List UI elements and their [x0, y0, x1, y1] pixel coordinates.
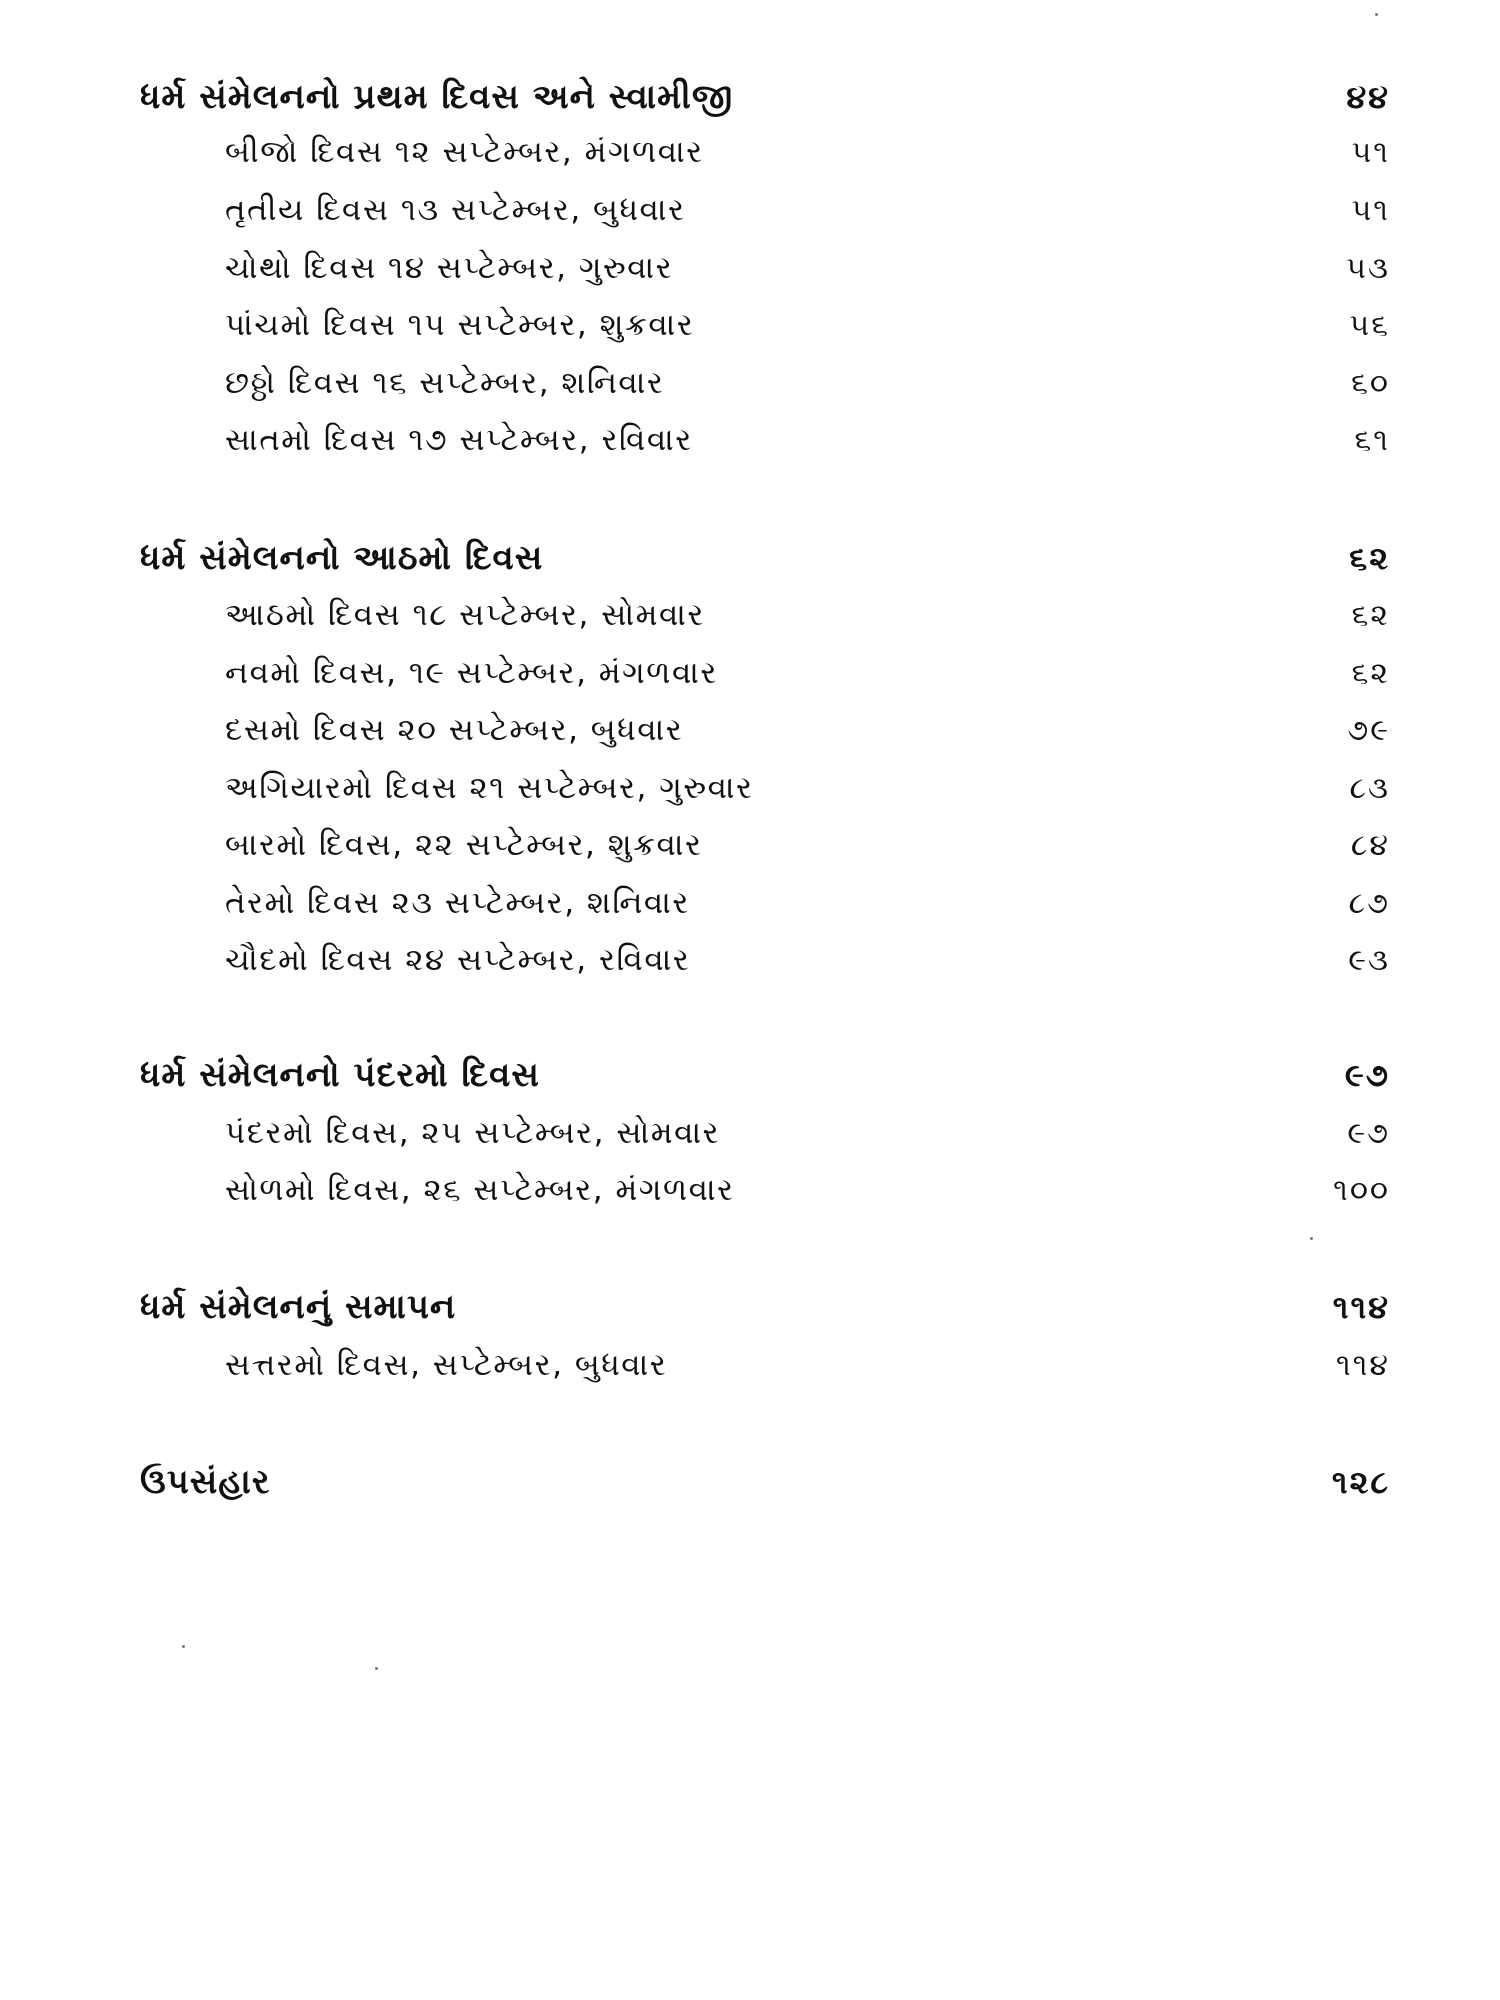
toc-entry-title: બીજો દિવસ ૧૨ સપ્ટેમ્બર, મંગળવાર: [225, 133, 704, 170]
scan-speck: [375, 1667, 378, 1670]
toc-entry: [225, 763, 1390, 813]
toc-heading-title: ધર્મ સંમેલનનો આઠમો દિવસ: [140, 538, 544, 578]
toc-heading-title: ઉપસંહાર: [140, 1462, 271, 1502]
toc-entry-title: દસમો દિવસ ૨૦ સપ્ટેમ્બર, બુધવાર: [225, 711, 684, 748]
toc-heading-page: ૪૪: [1346, 77, 1390, 116]
scan-speck: [1375, 13, 1378, 16]
toc-entry-title: આઠમો દિવસ ૧૮ સપ્ટેમ્બર, સોમવાર: [225, 596, 705, 633]
toc-entry: [225, 300, 1390, 350]
toc-entry-title: બારમો દિવસ, ૨૨ સપ્ટેમ્બર, શુક્રવાર: [225, 826, 703, 863]
toc-entry-page: ૧૦૦: [1333, 1172, 1390, 1208]
toc-entry-page: ૮૪: [1350, 827, 1390, 863]
toc-entry: [225, 705, 1390, 755]
toc-entry: [225, 127, 1390, 177]
toc-entry: [225, 820, 1390, 870]
toc-entry: [225, 1108, 1390, 1158]
toc-entry-title: પાંચમો દિવસ ૧૫ સપ્ટેમ્બર, શુક્રવાર: [225, 306, 695, 343]
toc-entry: [225, 415, 1390, 465]
scan-speck: [1310, 1237, 1313, 1240]
toc-entry-page: ૬૨: [1351, 655, 1390, 691]
toc-entry-page: ૫૬: [1349, 307, 1390, 343]
toc-heading: [140, 1050, 1390, 1100]
toc-heading: [140, 1457, 1390, 1507]
toc-entry-page: ૫૧: [1351, 134, 1390, 170]
scan-speck: [182, 1645, 185, 1648]
toc-heading-page: ૧૨૮: [1331, 1462, 1390, 1501]
toc-entry: [225, 648, 1390, 698]
toc-entry: [225, 185, 1390, 235]
toc-entry-page: ૬૨: [1351, 597, 1390, 633]
toc-entry-page: ૧૧૪: [1336, 1347, 1390, 1383]
toc-heading: [140, 1282, 1390, 1332]
toc-heading-page: ૧૧૪: [1332, 1287, 1390, 1326]
toc-heading-title: ધર્મ સંમેલનનો પ્રથમ દિવસ અને સ્વામીજી: [140, 77, 734, 117]
toc-entry-title: તેરમો દિવસ ૨૩ સપ્ટેમ્બર, શનિવાર: [225, 884, 690, 921]
toc-entry-page: ૭૯: [1347, 712, 1390, 748]
toc-entry: [225, 1340, 1390, 1390]
toc-entry-title: ચૌદમો દિવસ ૨૪ સપ્ટેમ્બર, રવિવાર: [225, 941, 691, 978]
toc-heading-title: ધર્મ સંમેલનનો પંદરમો દિવસ: [140, 1055, 540, 1095]
toc-entry: [225, 358, 1390, 408]
toc-entry-title: સત્તરમો દિવસ, સપ્ટેમ્બર, બુધવાર: [225, 1346, 668, 1383]
toc-entry-page: ૯૭: [1347, 1115, 1390, 1151]
toc-entry-title: તૃતીય દિવસ ૧૩ સપ્ટેમ્બર, બુધવાર: [225, 191, 686, 228]
toc-entry-page: ૬૧: [1354, 422, 1390, 458]
toc-heading: [140, 533, 1390, 583]
toc-heading-page: ૯૭: [1344, 1055, 1390, 1094]
toc-heading: [140, 72, 1390, 122]
toc-entry-title: નવમો દિવસ, ૧૯ સપ્ટેમ્બર, મંગળવાર: [225, 654, 718, 691]
toc-entry-title: છઠ્ઠો દિવસ ૧૬ સપ્ટેમ્બર, શનિવાર: [225, 364, 665, 401]
toc-entry-title: ચોથો દિવસ ૧૪ સપ્ટેમ્બર, ગુરુવાર: [225, 249, 674, 286]
toc-entry: [225, 243, 1390, 293]
toc-entry-title: પંદરમો દિવસ, ૨૫ સપ્ટેમ્બર, સોમવાર: [225, 1114, 721, 1151]
toc-entry-title: અગિયારમો દિવસ ૨૧ સપ્ટેમ્બર, ગુરુવાર: [225, 769, 754, 806]
toc-entry-page: ૫૧: [1351, 192, 1390, 228]
toc-entry-page: ૯૩: [1348, 942, 1390, 978]
toc-entry-page: ૮૭: [1348, 885, 1390, 921]
toc-entry: [225, 935, 1390, 985]
toc-heading-page: ૬૨: [1349, 538, 1390, 577]
toc-entry-title: સાતમો દિવસ ૧૭ સપ્ટેમ્બર, રવિવાર: [225, 421, 693, 458]
toc-entry: [225, 878, 1390, 928]
toc-heading-title: ધર્મ સંમેલનનું સમાપન: [140, 1287, 457, 1327]
toc-entry-page: ૫૩: [1346, 250, 1390, 286]
toc-entry-page: ૮૩: [1349, 770, 1390, 806]
toc-entry-page: ૬૦: [1351, 365, 1390, 401]
toc-entry-title: સોળમો દિવસ, ૨૬ સપ્ટેમ્બર, મંગળવાર: [225, 1171, 735, 1208]
toc-entry: [225, 1165, 1390, 1215]
toc-entry: [225, 590, 1390, 640]
